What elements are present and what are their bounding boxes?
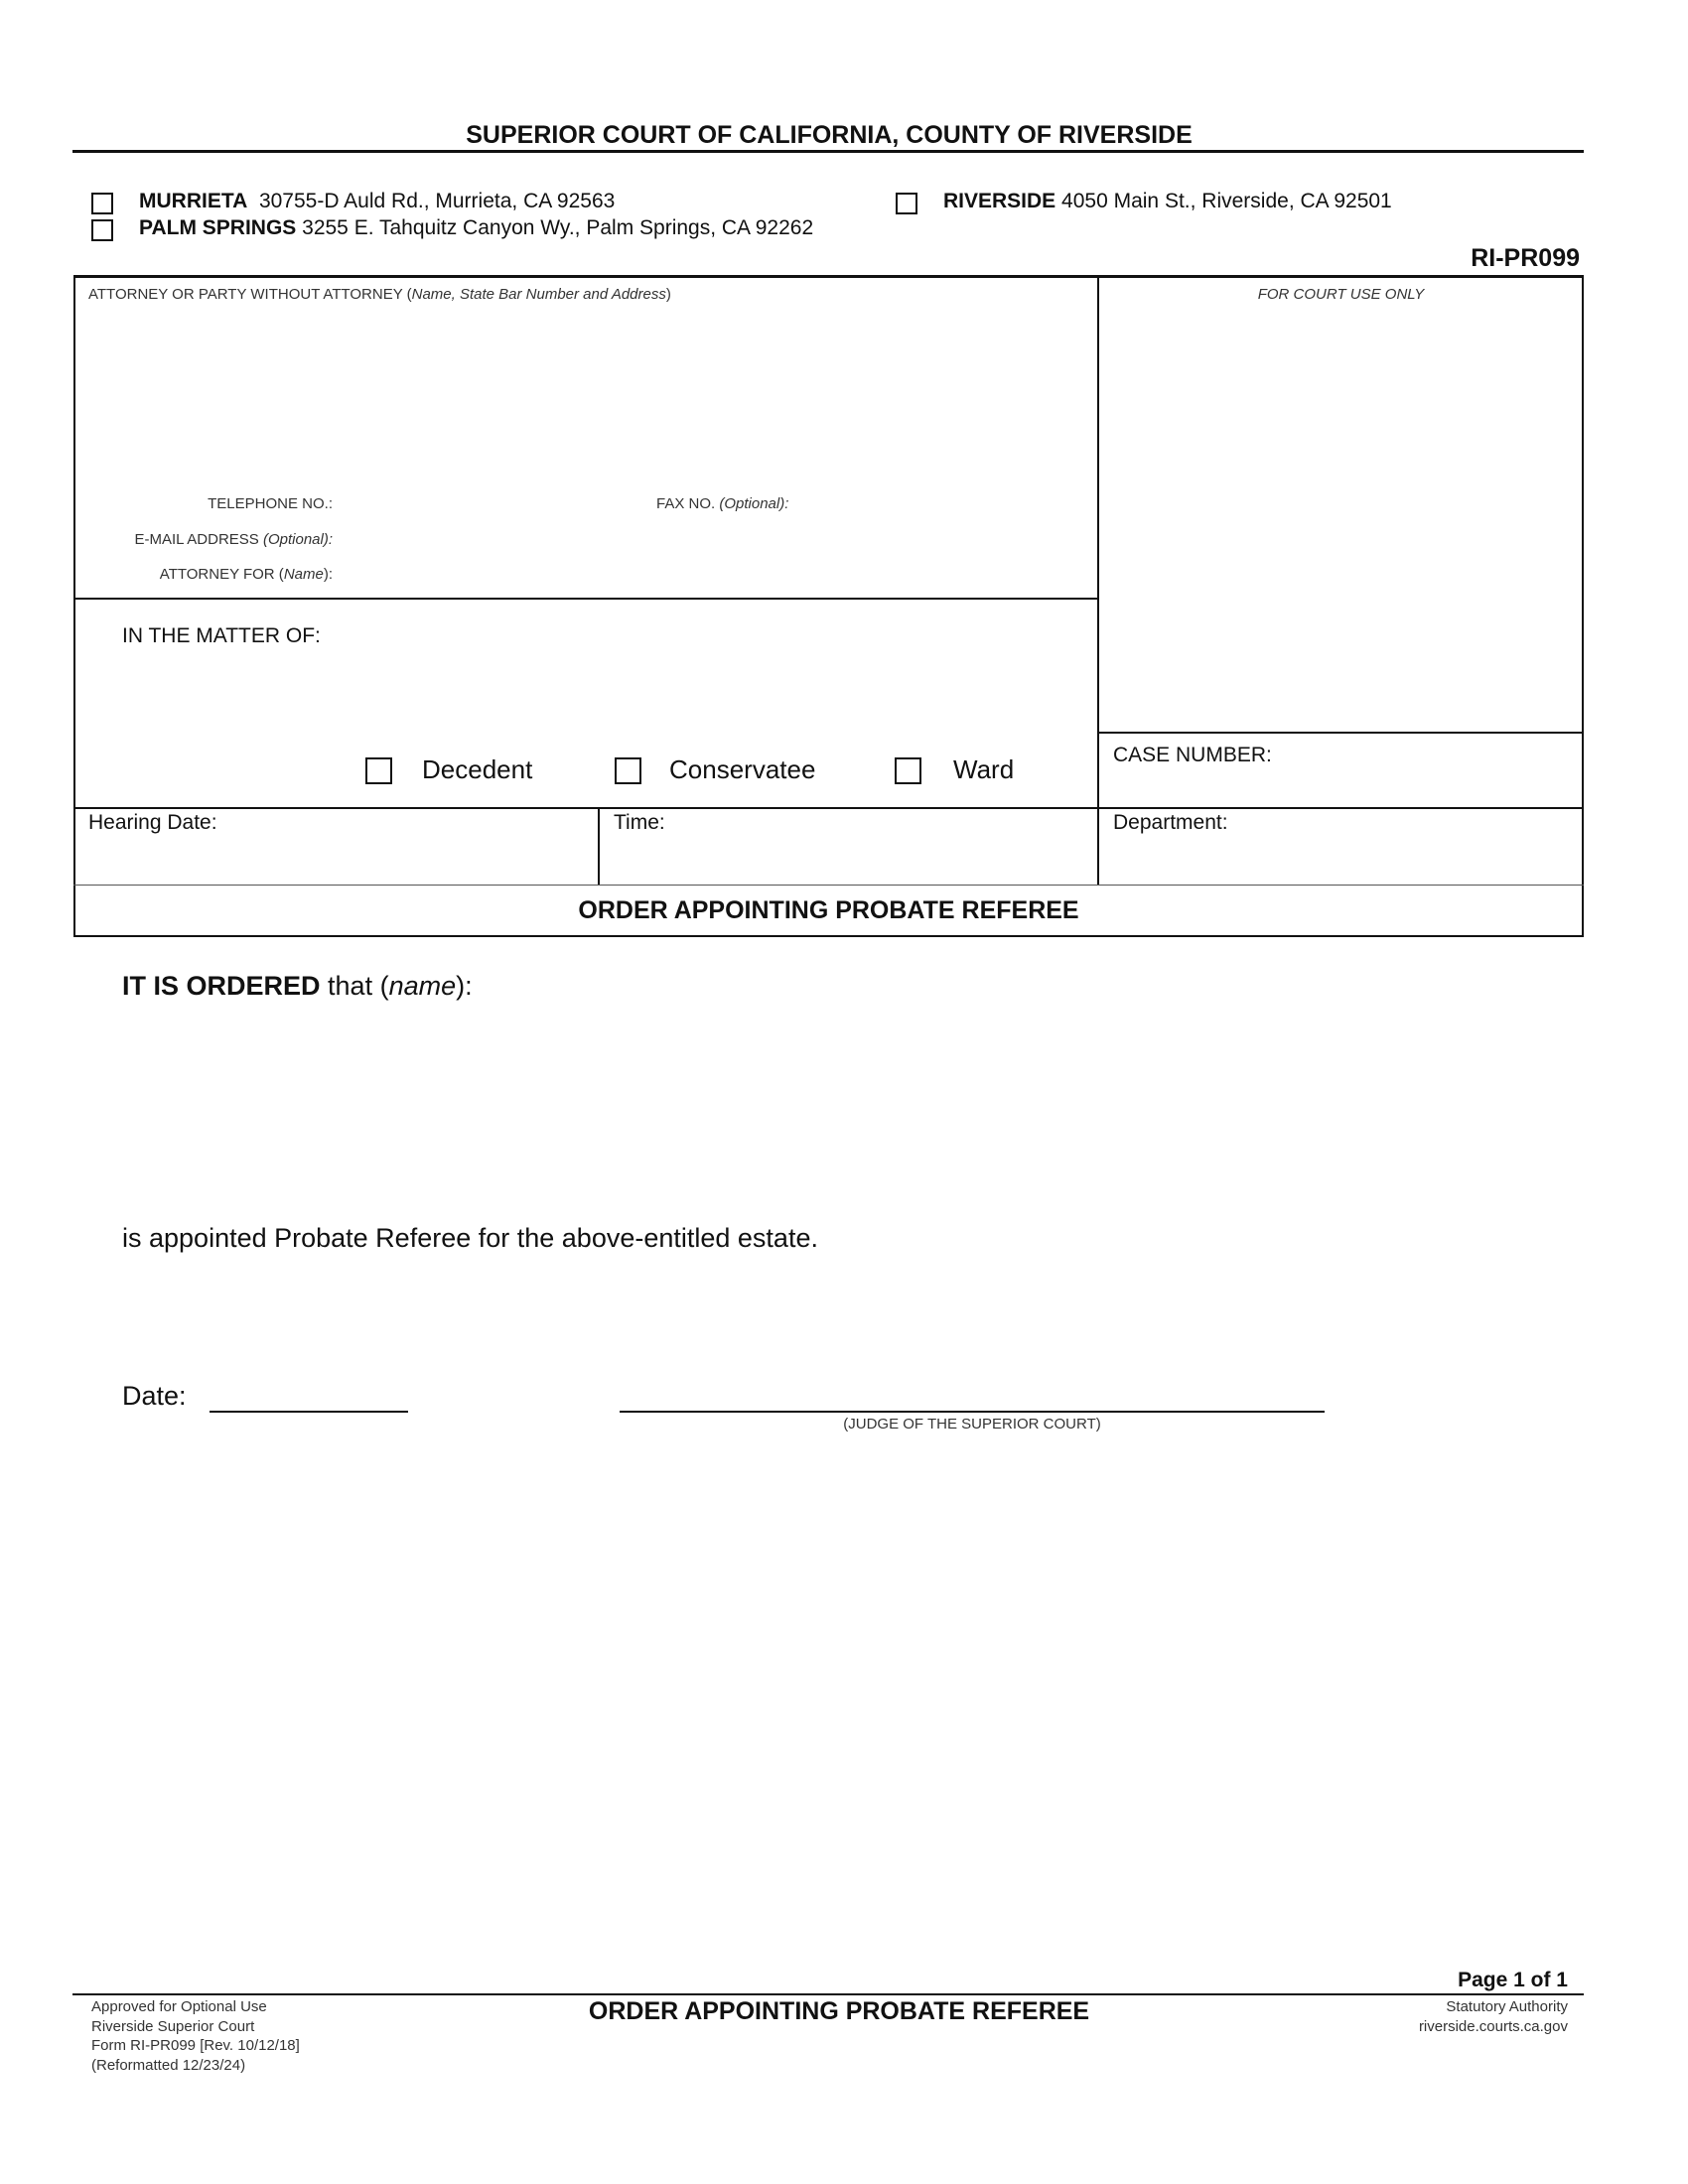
label-italic: Name [283, 566, 324, 583]
checkbox-riverside[interactable] [896, 193, 917, 214]
location-riverside [943, 190, 1392, 213]
matter-of-label: IN THE MATTER OF: [122, 624, 321, 647]
location-palm-springs [139, 216, 813, 240]
fax-label[interactable] [656, 495, 788, 512]
label-italic: (Optional): [262, 531, 333, 548]
location-name: MURRIETA [139, 190, 248, 212]
time-label[interactable]: Time: [614, 811, 665, 834]
label-italic: (Optional): [719, 495, 789, 512]
ordered-text: ): [456, 971, 473, 1001]
role-decedent: Decedent [422, 754, 533, 784]
divider [73, 885, 1584, 886]
department-label[interactable]: Department: [1113, 811, 1228, 834]
checkbox-conservatee[interactable] [615, 757, 641, 784]
label-text: FAX NO. [656, 495, 720, 512]
checkbox-palm-springs[interactable] [91, 219, 113, 241]
divider [1097, 275, 1099, 886]
email-label[interactable] [134, 531, 333, 548]
location-address: 4050 Main St., Riverside, CA 92501 [1061, 190, 1392, 212]
ordered-statement [122, 971, 473, 1002]
footer-link[interactable]: riverside.courts.ca.gov [1418, 2017, 1568, 2035]
telephone-label[interactable]: TELEPHONE NO.: [208, 495, 333, 512]
location-address: 3255 E. Tahquitz Canyon Wy., Palm Springs, CA 92262 [302, 216, 814, 239]
ordered-name: name [388, 971, 457, 1001]
footer-title: ORDER APPOINTING PROBATE REFEREE [588, 1997, 1090, 2025]
label-text: ): [323, 566, 333, 583]
attorney-label: ATTORNEY OR PARTY WITHOUT ATTORNEY (Name, State Bar Number and Address) [88, 286, 671, 303]
court-use-label: FOR COURT USE ONLY [1257, 286, 1425, 303]
header-rule [72, 150, 1584, 153]
date-line[interactable] [210, 1411, 408, 1413]
checkbox-ward[interactable] [895, 757, 921, 784]
footer-line: (Reformatted 12/23/24) [91, 2056, 246, 2074]
form-id: RI-PR099 [1471, 244, 1580, 272]
caption-box [73, 275, 1584, 937]
hearing-date-label[interactable]: Hearing Date: [88, 811, 217, 834]
ordered-bold: IT IS ORDERED [122, 971, 321, 1001]
footer-line: Approved for Optional Use [91, 1998, 267, 2015]
judge-signature-line[interactable] [620, 1411, 1325, 1413]
checkbox-decedent[interactable] [365, 757, 392, 784]
page-number: Page 1 of 1 [1458, 1969, 1568, 1991]
divider [73, 807, 1584, 809]
attorney-for-label[interactable] [160, 566, 333, 583]
form-title: ORDER APPOINTING PROBATE REFEREE [578, 896, 1079, 924]
label-text: E-MAIL ADDRESS [134, 531, 263, 548]
label-italic: Name, State Bar Number and Address [411, 286, 666, 303]
label-text: ATTORNEY OR PARTY WITHOUT ATTORNEY ( [88, 286, 412, 303]
role-conservatee: Conservatee [669, 754, 816, 784]
location-address: 30755-D Auld Rd., Murrieta, CA 92563 [258, 190, 616, 212]
appointed-statement: is appointed Probate Referee for the above-entitled estate. [122, 1223, 818, 1253]
location-name: PALM SPRINGS [139, 216, 297, 239]
footer-rule [72, 1993, 1584, 1995]
location-murrieta [139, 190, 615, 213]
divider [1097, 732, 1584, 734]
court-title: SUPERIOR COURT OF CALIFORNIA, COUNTY OF RIVERSIDE [466, 121, 1193, 149]
divider [73, 598, 1098, 600]
role-ward: Ward [953, 754, 1015, 784]
checkbox-murrieta[interactable] [91, 193, 113, 214]
ordered-text: that ( [320, 971, 389, 1001]
footer-line: Form RI-PR099 [Rev. 10/12/18] [91, 2037, 300, 2054]
judge-caption: (JUDGE OF THE SUPERIOR COURT) [843, 1416, 1101, 1433]
footer-line: Statutory Authority [1446, 1998, 1568, 2015]
footer-line: Riverside Superior Court [91, 2017, 255, 2035]
label-text: ATTORNEY FOR ( [159, 566, 284, 583]
divider [598, 807, 600, 886]
footer-right [1419, 1997, 1568, 2036]
date-label: Date: [122, 1381, 187, 1411]
case-number-label[interactable]: CASE NUMBER: [1113, 744, 1272, 766]
location-name: RIVERSIDE [943, 190, 1056, 212]
